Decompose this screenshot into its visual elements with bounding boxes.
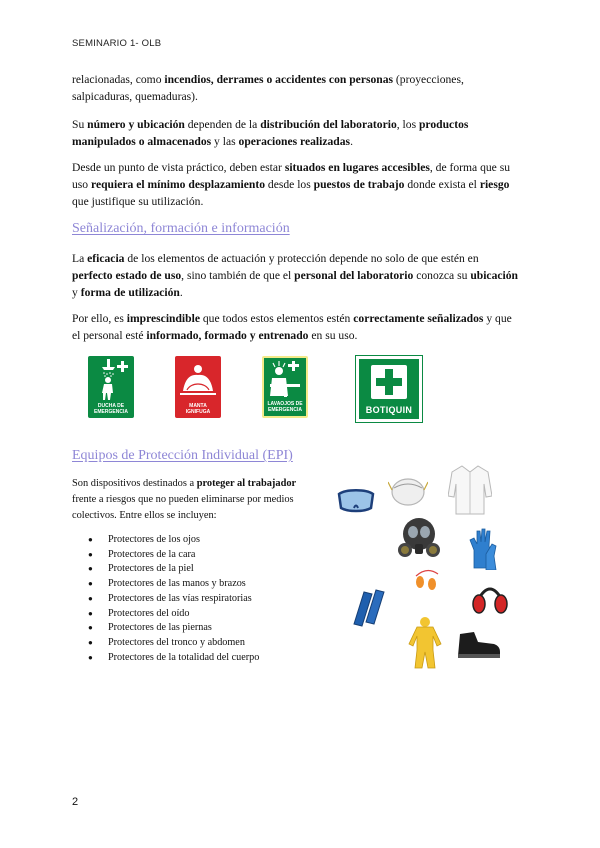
dust-mask-icon — [388, 474, 428, 508]
list-item: ● Protectores del tronco y abdomen — [88, 636, 259, 651]
safety-goggles-icon — [336, 486, 376, 516]
sign-label-manta — [175, 404, 221, 415]
list-item: ● Protectores de los ojos — [88, 533, 259, 548]
bold-run: número y ubicación — [87, 118, 185, 131]
gas-mask-icon — [396, 516, 442, 560]
sign-label-line: DUCHA DE — [97, 403, 125, 409]
bold-run: forma de utilización — [80, 286, 180, 299]
ear-plugs-icon — [412, 566, 442, 592]
text-run: , sino también de que el — [181, 269, 295, 282]
text-run: , de forma que su uso — [72, 161, 511, 191]
text-run: Desde un punto de vista práctico, deben estar — [72, 161, 285, 174]
text-run: que todos estos elementos estén — [199, 312, 354, 325]
text-run: y — [72, 286, 81, 299]
ear-muffs-icon — [472, 582, 508, 616]
text-run: La — [72, 252, 88, 265]
sign-botiquin — [356, 356, 422, 422]
text-run: donde exista el — [404, 178, 480, 191]
text-run: Por ello, es — [72, 312, 127, 325]
sign-label-line: LAVAOJOS DE — [267, 401, 303, 407]
ppe-collage — [330, 462, 530, 672]
sign-label-line: IGNIFUGA — [185, 408, 211, 415]
paragraph-signage — [72, 310, 522, 344]
list-item: ● Protectores de la totalidad del cuerpo — [88, 651, 259, 666]
lab-coat-icon — [448, 464, 492, 516]
bold-run: puestos de trabajo — [313, 178, 405, 191]
text-run: Su — [72, 118, 88, 131]
fire-blanket-icon — [175, 356, 221, 402]
text-run: . — [350, 135, 353, 148]
bold-run: riesgo — [479, 178, 510, 191]
bold-run: eficacia — [87, 252, 125, 265]
paragraph-accessibility — [72, 159, 522, 210]
list-item: ● Protectores de las manos y brazos — [88, 577, 259, 592]
epi-list — [88, 533, 259, 665]
sign-label-botiquin: BOTIQUIN — [365, 405, 413, 415]
sign-manta-ignifuga — [175, 356, 221, 418]
list-item: ● Protectores del oído — [88, 607, 259, 622]
bold-run: distribución del laboratorio — [260, 118, 397, 131]
page-number: 2 — [72, 796, 79, 808]
sign-label-lavaojos — [264, 402, 306, 413]
paragraph-epi-intro — [72, 476, 322, 524]
page-header: SEMINARIO 1- OLB — [72, 38, 162, 49]
text-run: de los elementos de actuación y protección depende no solo de que estén en — [124, 252, 479, 265]
first-aid-cross-icon — [359, 359, 419, 405]
text-run: y que el personal esté — [72, 312, 512, 342]
sign-lavaojos-emergencia — [262, 356, 308, 418]
bold-run: requiera el mínimo desplazamiento — [91, 178, 266, 191]
text-run: en su uso. — [308, 329, 358, 342]
sign-ducha-emergencia — [88, 356, 134, 418]
bold-run: proteger al trabajador — [196, 478, 297, 489]
bold-run: personal del laboratorio — [294, 269, 414, 282]
text-run: dependen de la — [184, 118, 261, 131]
text-run: que justifique su utilización. — [72, 195, 204, 208]
sign-label-ducha — [88, 404, 134, 415]
protective-sleeves-icon — [350, 584, 388, 628]
section-heading-senalizacion: Señalización, formación e información — [72, 221, 290, 236]
sign-label-line: EMERGENCIA — [94, 408, 128, 415]
sign-label-line: MANTA — [189, 403, 207, 409]
paragraph-efficacy — [72, 250, 522, 301]
eyewash-icon — [264, 358, 306, 402]
section-heading-epi: Equipos de Protección Individual (EPI) — [72, 448, 293, 463]
safety-shoe-icon — [456, 628, 502, 660]
bold-run: situados en lugares accesibles — [284, 161, 430, 174]
text-run: . — [179, 286, 183, 299]
bold-run: ubicación — [470, 269, 518, 282]
sign-label-line: EMERGENCIA — [268, 406, 302, 413]
text-run: frente a riesgos que no pueden eliminarse por medios colectivos. Entre ellos se incluyen: — [72, 494, 294, 521]
bold-run: operaciones realizadas — [238, 135, 351, 148]
text-run: relacionadas, como — [72, 73, 165, 86]
bold-run: correctamente señalizados — [353, 312, 484, 325]
bold-run: incendios, derrames o accidentes con personas — [164, 73, 394, 86]
coverall-suit-icon — [406, 616, 444, 670]
rubber-gloves-icon — [466, 526, 500, 570]
text-run: Son dispositivos destinados a — [72, 478, 197, 489]
bold-run: informado, formado y entrenado — [146, 329, 309, 342]
paragraph-risks — [72, 71, 522, 105]
bold-run: productos manipulados o almacenados — [72, 118, 469, 148]
list-item: ● Protectores de la cara — [88, 548, 259, 563]
emergency-shower-icon — [88, 356, 134, 402]
text-run: (proyecciones, salpicaduras, quemaduras). — [72, 73, 464, 103]
list-item: ● Protectores de las piernas — [88, 621, 259, 636]
text-run: conozca su — [413, 269, 471, 282]
bold-run: imprescindible — [126, 312, 200, 325]
text-run: y las — [211, 135, 239, 148]
safety-signs-row — [0, 356, 600, 424]
text-run: desde los — [265, 178, 314, 191]
paragraph-number-location — [72, 116, 522, 150]
list-item: ● Protectores de la piel — [88, 562, 259, 577]
bold-run: perfecto estado de uso — [72, 269, 182, 282]
text-run: , los — [396, 118, 419, 131]
list-item: ● Protectores de las vías respiratorias — [88, 592, 259, 607]
